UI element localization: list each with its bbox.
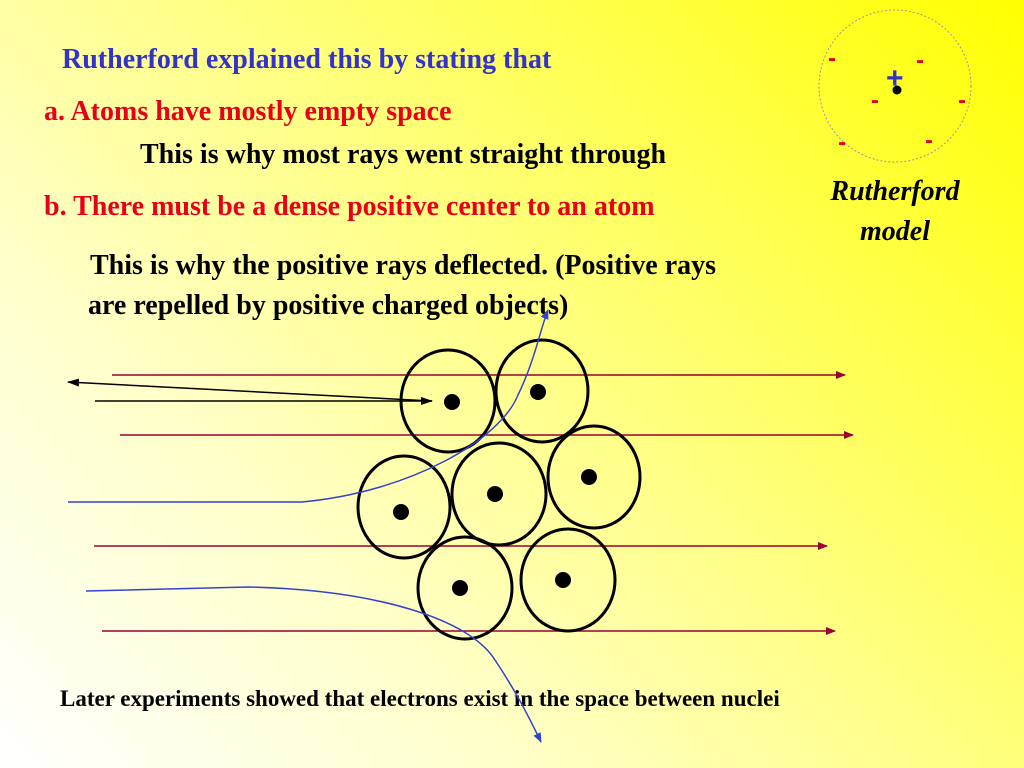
bounced-back-ray [68,382,432,401]
footer-electrons-note: Later experiments showed that electrons exist in the space between nuclei [60,686,780,711]
note-a-straight-through: This is why most rays went straight through [140,139,667,170]
model-electron-2: - [916,47,924,74]
slide-title: Rutherford explained this by stating that [62,44,552,75]
straight-rays [94,375,853,631]
deflected-ray-down [86,587,541,742]
rutherford-model-atom [819,10,971,162]
note-b-deflection-line1: This is why the positive rays deflected. (Positive rays [90,250,717,281]
nucleus-2 [530,384,546,400]
reflected-ray [68,382,432,401]
model-label-line1: Rutherford [830,176,960,207]
nucleus-4 [487,486,503,502]
model-electron-3: - [871,87,879,114]
note-b-deflection-line2: are repelled by positive charged objects) [88,290,569,321]
nucleus-3 [581,469,597,485]
point-a-empty-space: a. Atoms have mostly empty space [44,96,452,127]
nucleus-5 [393,504,409,520]
model-electron-6: - [925,127,933,154]
nucleus-6 [555,572,571,588]
model-electron-1: - [828,45,836,72]
model-label-line2: model [860,216,930,247]
model-electron-4: - [958,87,966,114]
deflected-ray-up [68,310,548,502]
model-electron-5: - [838,129,846,156]
point-b-dense-center: b. There must be a dense positive center to an atom [44,191,655,222]
model-plus-sign: + [886,62,904,95]
nucleus-1 [444,394,460,410]
nucleus-7 [452,580,468,596]
